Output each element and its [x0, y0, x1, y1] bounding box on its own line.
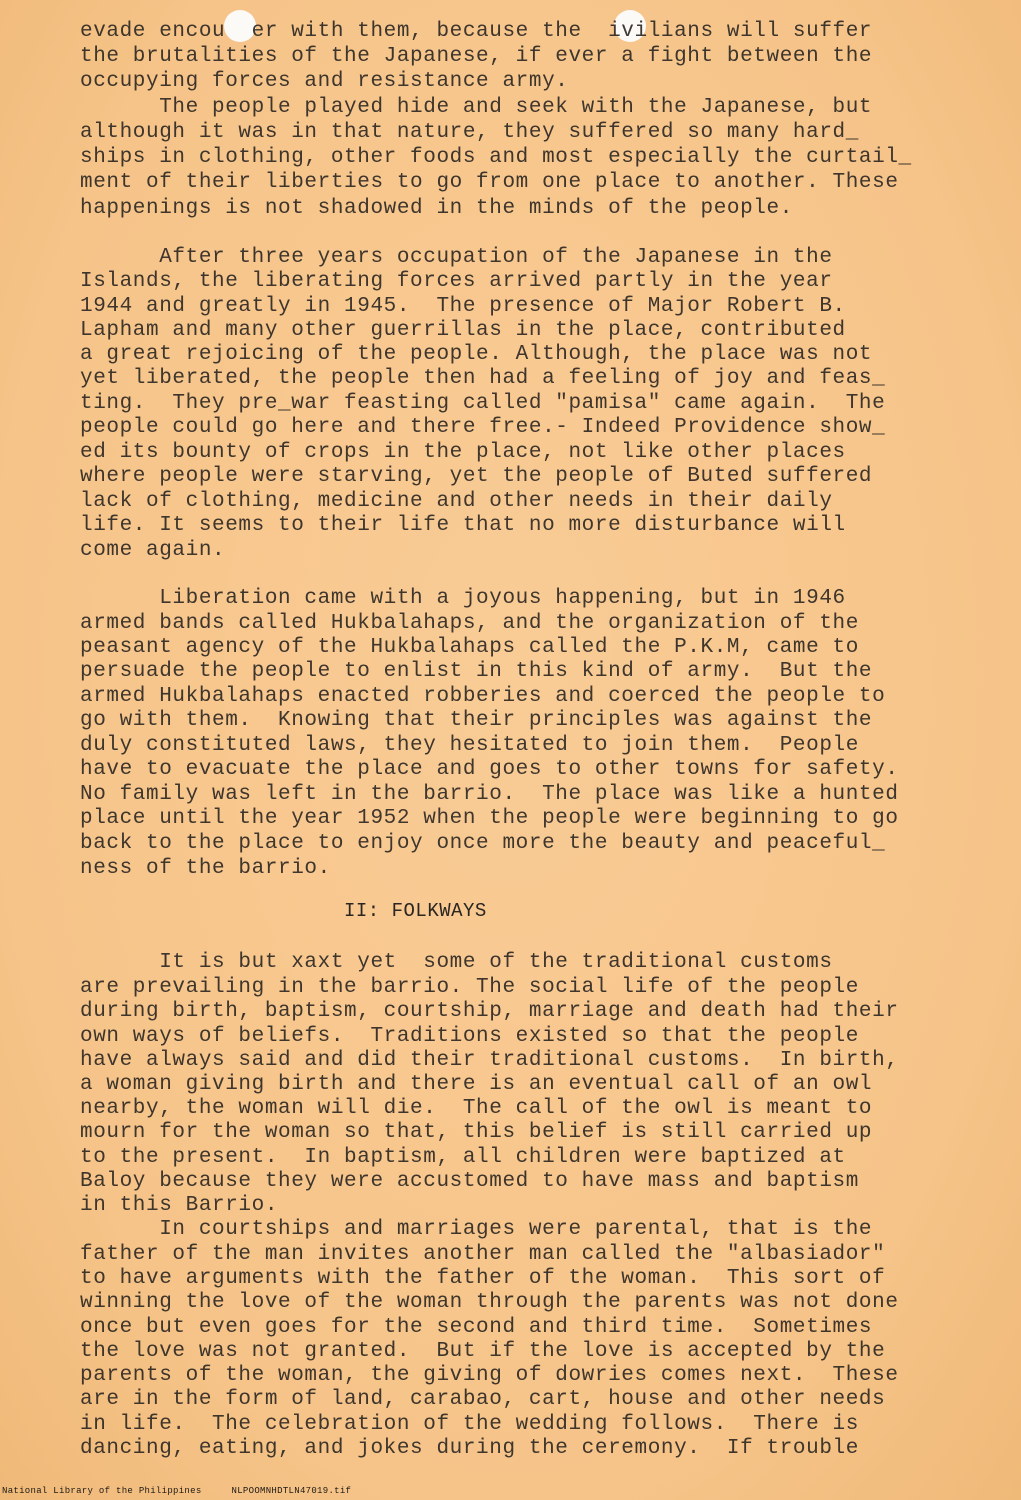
text-line: are prevailing in the barrio. The social life of the people [80, 976, 859, 999]
text-line: the brutalities of the Japanese, if ever a fight between the [80, 45, 873, 68]
text-line: Liberation came with a joyous happening, but in 1946 [80, 587, 846, 610]
text-line: place until the year 1952 when the people were beginning to go [80, 807, 899, 830]
text-line: in life. The celebration of the wedding follows. There is [80, 1413, 859, 1436]
text-line: a woman giving birth and there is an eventual call of an owl [80, 1073, 873, 1096]
text-line: life. It seems to their life that no more disturbance will [80, 514, 846, 537]
text-line: dancing, eating, and jokes during the ceremony. If trouble [80, 1437, 859, 1460]
text-line: winning the love of the woman through the parents was not done [80, 1291, 899, 1314]
text-line: back to the place to enjoy once more the beauty and peaceful_ [80, 832, 886, 855]
text-line: the love was not granted. But if the love is accepted by the [80, 1340, 886, 1363]
text-line: mourn for the woman so that, this belief is still carried up [80, 1121, 873, 1144]
text-line: armed bands called Hukbalahaps, and the organization of the [80, 612, 859, 635]
text-line: In courtships and marriages were parental, that is the [80, 1218, 873, 1241]
text-line: duly constituted laws, they hesitated to join them. People [80, 734, 859, 757]
text-line: have to evacuate the place and goes to other towns for safety. [80, 758, 899, 781]
text-line: armed Hukbalahaps enacted robberies and coerced the people to [80, 685, 886, 708]
text-line: during birth, baptism, courtship, marriage and death had their [80, 1000, 899, 1023]
text-line: although it was in that nature, they suffered so many hard_ [80, 121, 859, 144]
text-line: in this Barrio. [80, 1194, 279, 1217]
text-line: It is but xaxt yet some of the traditional customs [80, 951, 833, 974]
text-line: peasant agency of the Hukbalahaps called the P.K.M, came to [80, 636, 859, 659]
text-line: ment of their liberties to go from one place to another. These [80, 171, 899, 194]
text-line: Lapham and many other guerrillas in the place, contributed [80, 319, 846, 342]
text-line: lack of clothing, medicine and other needs in their daily [80, 490, 833, 513]
text-line: yet liberated, the people then had a feeling of joy and feas_ [80, 367, 886, 390]
footer-library: National Library of the Philippines [2, 1486, 202, 1496]
text-line: are in the form of land, carabao, cart, house and other needs [80, 1388, 886, 1411]
text-line: The people played hide and seek with the Japanese, but [80, 96, 873, 119]
text-line: ed its bounty of crops in the place, not like other places [80, 441, 846, 464]
text-line: No family was left in the barrio. The place was like a hunted [80, 783, 899, 806]
text-line: where people were starving, yet the people of Buted suffered [80, 465, 873, 488]
text-line: people could go here and there free.- Indeed Providence show_ [80, 416, 886, 439]
text-line: nearby, the woman will die. The call of the owl is meant to [80, 1097, 873, 1120]
text-line: 1944 and greatly in 1945. The presence of Major Robert B. [80, 295, 846, 318]
section-heading: II: FOLKWAYS [344, 900, 487, 922]
text-line: father of the man invites another man called the "albasiador" [80, 1243, 886, 1266]
text-line: have always said and did their traditional customs. In birth, [80, 1049, 899, 1072]
text-line: a great rejoicing of the people. Although, the place was not [80, 343, 873, 366]
text-line: After three years occupation of the Japanese in the [80, 246, 833, 269]
text-line: to have arguments with the father of the woman. This sort of [80, 1267, 886, 1290]
text-line: happenings is not shadowed in the minds of the people. [80, 197, 793, 220]
text-line: to the present. In baptism, all children were baptized at [80, 1146, 846, 1169]
text-line: Islands, the liberating forces arrived partly in the year [80, 270, 833, 293]
text-line: ships in clothing, other foods and most especially the curtail_ [80, 146, 912, 169]
footer-file-id: NLPOOMNHDTLN47019.tif [231, 1486, 352, 1496]
text-line: parents of the woman, the giving of dowries comes next. These [80, 1364, 899, 1387]
scan-footer [2, 1486, 381, 1496]
text-line: persuade the people to enlist in this kind of army. But the [80, 660, 873, 683]
text-line: go with them. Knowing that their principles was against the [80, 709, 873, 732]
text-line: ting. They pre_war feasting called "pamisa" came again. The [80, 392, 886, 415]
text-line: ness of the barrio. [80, 857, 331, 880]
text-line: occupying forces and resistance army. [80, 70, 569, 93]
text-line: Baloy because they were accustomed to have mass and baptism [80, 1170, 859, 1193]
text-line: come again. [80, 539, 226, 562]
text-line: evade encou er with them, because the ivilians will suffer [80, 20, 873, 43]
text-line: own ways of beliefs. Traditions existed so that the people [80, 1025, 859, 1048]
text-line: once but even goes for the second and third time. Sometimes [80, 1316, 873, 1339]
